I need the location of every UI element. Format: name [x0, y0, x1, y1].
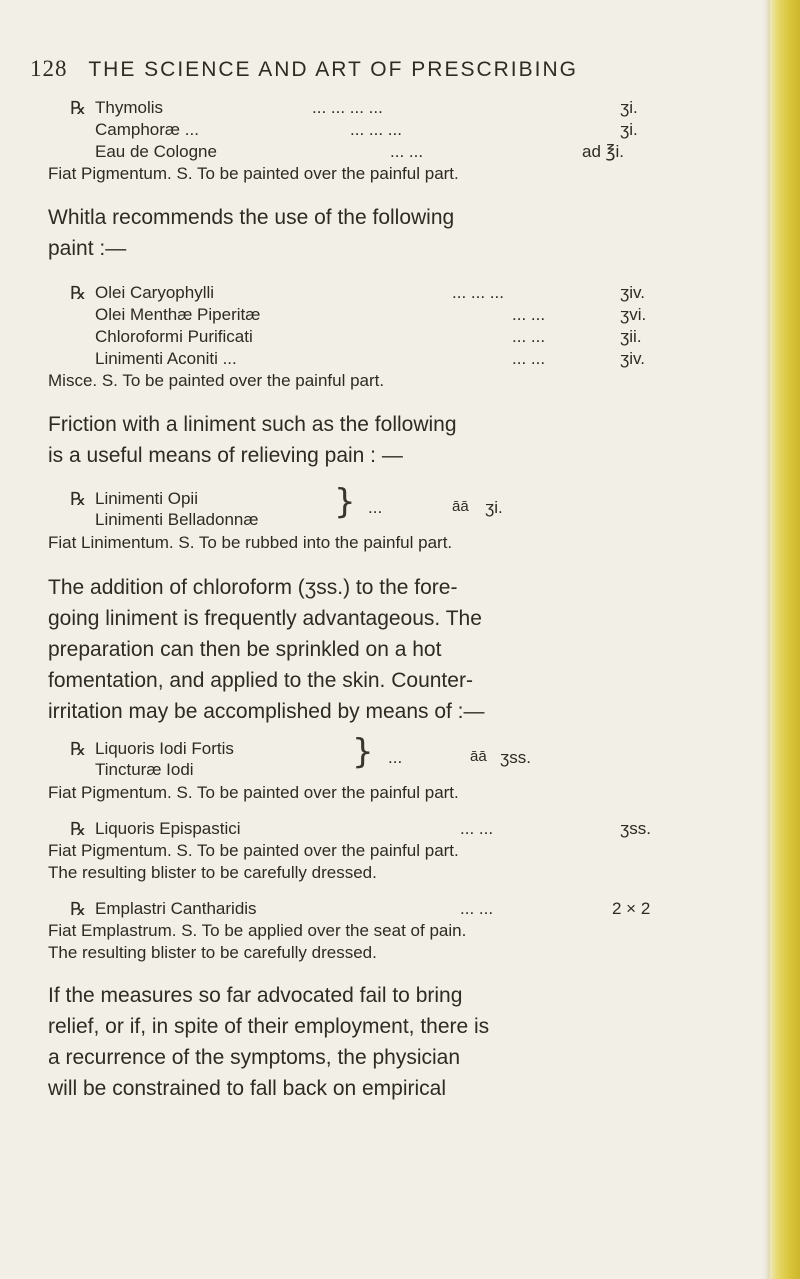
leader-dots: ... ... [390, 142, 424, 161]
recipe-symbol: ℞ [70, 899, 87, 919]
body-paragraph [48, 980, 758, 1104]
recipe-symbol: ℞ [70, 819, 87, 839]
signa-direction: Fiat Pigmentum. S. To be painted over the painful part. [48, 841, 459, 860]
page-edge [766, 0, 800, 1279]
leader-dots: ... ... [512, 349, 546, 368]
text-line: a recurrence of the symptoms, the physician [48, 1046, 461, 1069]
text-line: relief, or if, in spite of their employment, there is [48, 1015, 490, 1038]
ingredient-quantity: ʒiv. [620, 283, 646, 302]
ingredient-name: Emplastri Cantharidis [95, 899, 257, 918]
text-line: is a useful means of relieving pain : — [48, 444, 403, 467]
text-line: going liniment is frequently advantageous. The [48, 607, 482, 630]
signa-direction: Fiat Pigmentum. S. To be painted over the painful part. [48, 164, 459, 183]
text-line: will be constrained to fall back on empirical [48, 1077, 447, 1100]
text-line: Friction with a liniment such as the following [48, 413, 457, 436]
ingredient-name: Olei Caryophylli [95, 283, 215, 302]
text-line: If the measures so far advocated fail to bring [48, 984, 463, 1007]
ingredient-name: Liquoris Iodi Fortis [95, 739, 234, 758]
ingredient-quantity: ʒi. [620, 98, 638, 117]
signa-direction: The resulting blister to be carefully dressed. [48, 863, 377, 882]
grouping-brace: } [352, 732, 374, 772]
leader-dots: ... [388, 748, 403, 767]
ana-abbreviation: āā [452, 498, 469, 515]
ingredient-name: Camphoræ ... [95, 120, 199, 139]
leader-dots: ... ... [512, 327, 546, 346]
ingredient-quantity: ʒi. [620, 120, 638, 139]
ingredient-quantity: ʒss. [620, 819, 651, 838]
ingredient-quantity: ʒii. [620, 327, 642, 346]
leader-dots: ... ... ... [452, 283, 504, 302]
ingredient-name: Linimenti Aconiti ... [95, 349, 237, 368]
text-line: Whitla recommends the use of the following [48, 206, 455, 229]
ingredient-quantity: ʒi. [485, 498, 503, 517]
signa-direction: Fiat Emplastrum. S. To be applied over the seat of pain. [48, 921, 467, 940]
body-paragraph [48, 572, 758, 727]
recipe-symbol: ℞ [70, 739, 87, 759]
leader-dots: ... ... [460, 899, 494, 918]
ingredient-quantity: ad ℥i. [582, 142, 624, 161]
text-line: preparation can then be sprinkled on a hot [48, 638, 442, 661]
ingredient-name: Chloroformi Purificati [95, 327, 253, 346]
text-line: paint :— [48, 237, 127, 260]
ingredient-quantity: 2 × 2 [612, 899, 651, 918]
recipe-symbol: ℞ [70, 489, 87, 509]
ingredient-name: Olei Menthæ Piperitæ [95, 305, 261, 324]
recipe-symbol: ℞ [70, 98, 87, 118]
ingredient-name: Linimenti Opii [95, 489, 198, 508]
ingredient-quantity: ʒss. [500, 748, 531, 767]
body-paragraph [48, 202, 758, 264]
grouping-brace: } [334, 482, 356, 522]
page-number: 128 [30, 56, 68, 81]
leader-dots: ... ... ... ... [312, 98, 383, 117]
leader-dots: ... ... [460, 819, 494, 838]
leader-dots: ... ... [512, 305, 546, 324]
signa-direction: Fiat Pigmentum. S. To be painted over the painful part. [48, 783, 459, 802]
text-line: irritation may be accomplished by means of :— [48, 700, 485, 723]
ingredient-name: Thymolis [95, 98, 164, 117]
ingredient-name: Liquoris Epispastici [95, 819, 241, 838]
ingredient-quantity: ʒiv. [620, 349, 646, 368]
leader-dots: ... [368, 498, 383, 517]
body-paragraph [48, 409, 758, 471]
text-line: The addition of chloroform (ʒss.) to the fore- [48, 576, 458, 599]
text-line: fomentation, and applied to the skin. Counter- [48, 669, 473, 692]
ingredient-name: Linimenti Belladonnæ [95, 510, 259, 529]
running-header [30, 56, 578, 82]
signa-direction: The resulting blister to be carefully dressed. [48, 943, 377, 962]
signa-direction: Misce. S. To be painted over the painful part. [48, 371, 385, 390]
signa-direction: Fiat Linimentum. S. To be rubbed into the painful part. [48, 533, 453, 552]
ingredient-name: Tincturæ Iodi [95, 760, 194, 779]
ingredient-quantity: ʒvi. [620, 305, 647, 324]
ingredient-name: Eau de Cologne [95, 142, 217, 161]
running-title: THE SCIENCE AND ART OF PRESCRIBING [88, 58, 578, 81]
leader-dots: ... ... ... [350, 120, 402, 139]
recipe-symbol: ℞ [70, 283, 87, 303]
ana-abbreviation: āā [470, 748, 487, 765]
